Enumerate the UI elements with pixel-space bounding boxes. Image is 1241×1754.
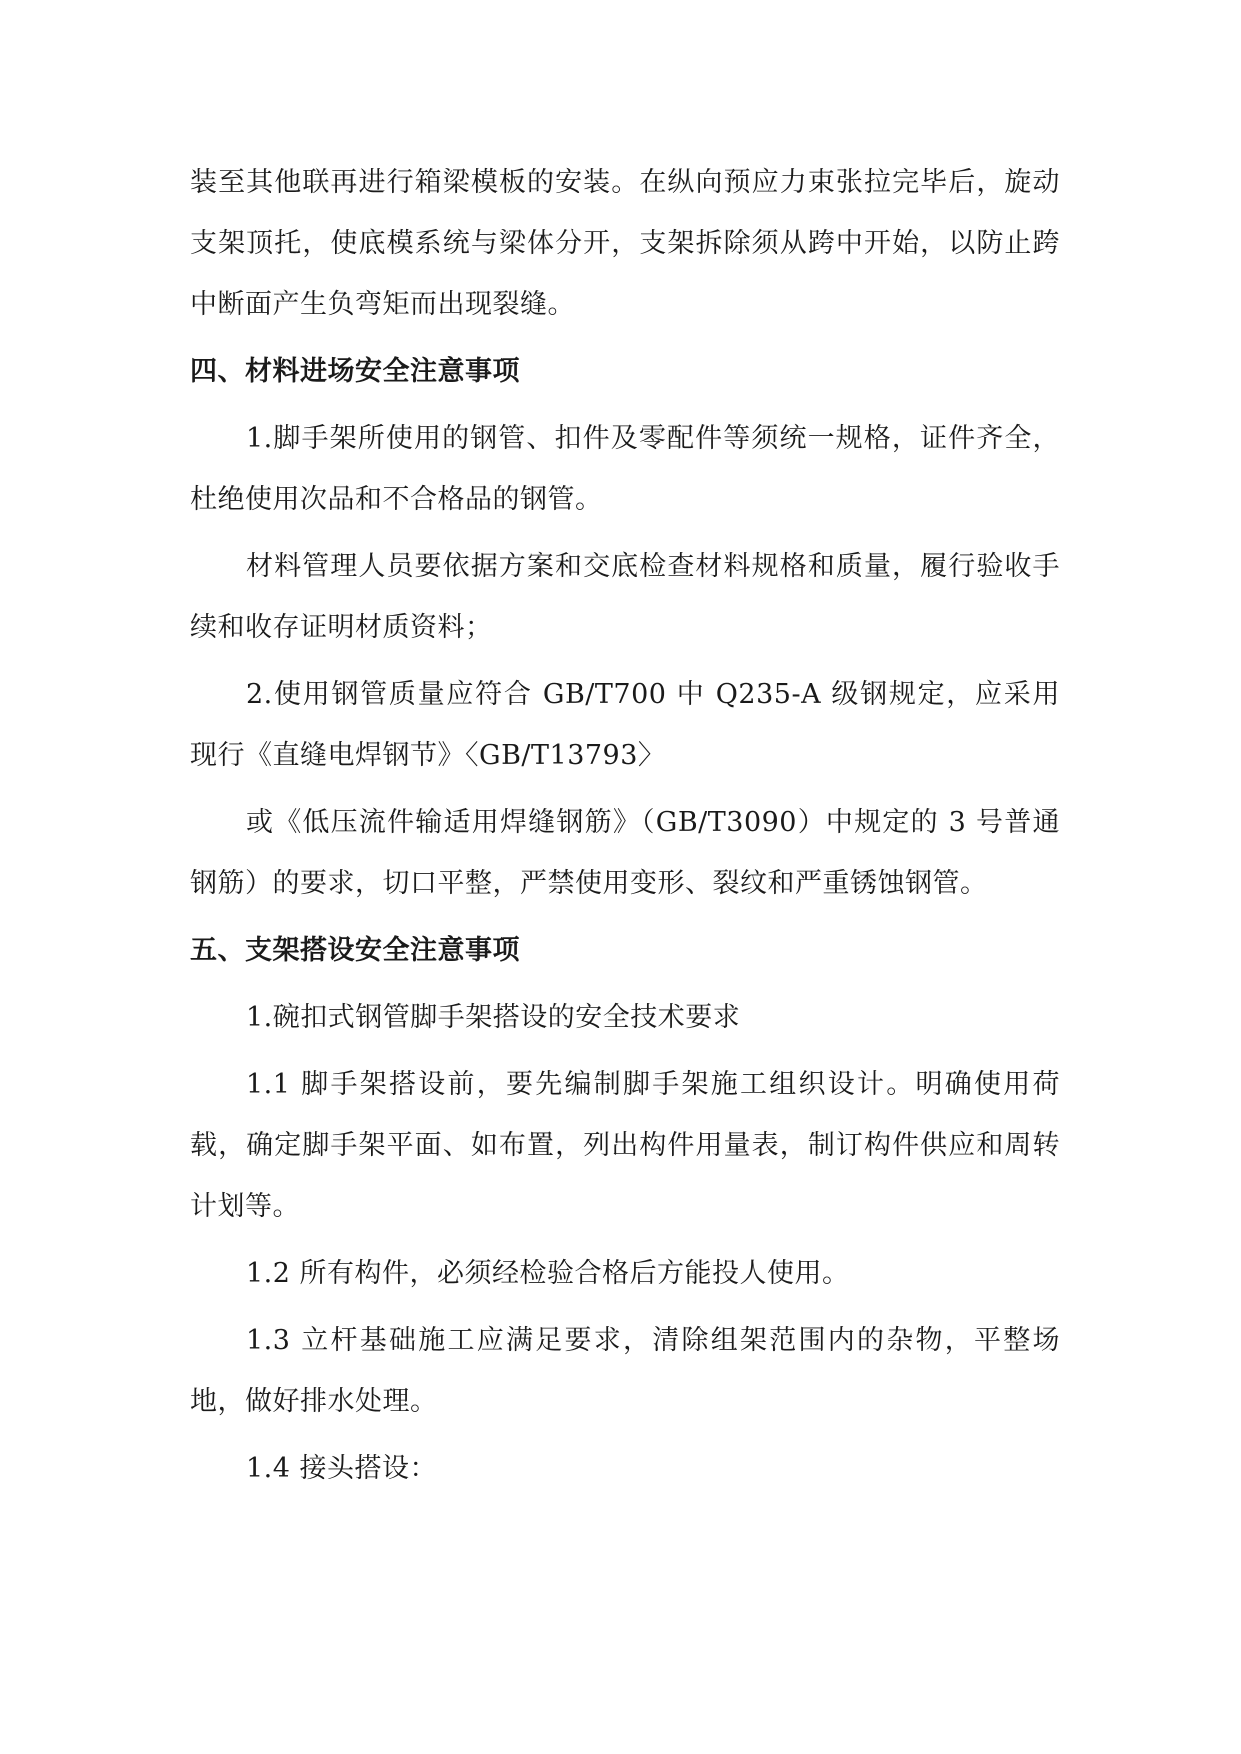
paragraph-scaffold-1-2: 1.2 所有构件，必须经检验合格后方能投人使用。	[246, 1258, 850, 1289]
paragraph-materials-2-cont: 或《低压流件输适用焊缝钢筋》（GB/T3090）中规定的 3 号普通钢筋）的要求，切口平整，严禁使用变形、裂纹和严重锈蚀钢管。	[190, 807, 1060, 899]
section-heading-materials: 四、材料进场安全注意事项	[190, 356, 520, 387]
paragraph-continuation: 装至其他联再进行箱梁模板的安装。在纵向预应力束张拉完毕后，旋动支架顶托，使底模系统与梁体分开，支架拆除须从跨中开始，以防止跨中断面产生负弯矩而出现裂缝。	[190, 167, 1060, 320]
paragraph-scaffold-1: 1.碗扣式钢管脚手架搭设的安全技术要求	[246, 1002, 741, 1033]
section-heading-scaffold: 五、支架搭设安全注意事项	[190, 935, 520, 966]
paragraph-materials-manager: 材料管理人员要依据方案和交底检查材料规格和质量，履行验收手续和收存证明材质资料；	[190, 551, 1060, 643]
paragraph-scaffold-1-1: 1.1 脚手架搭设前，要先编制脚手架施工组织设计。明确使用荷载，确定脚手架平面、如布置，列出构件用量表，制订构件供应和周转计划等。	[190, 1069, 1060, 1222]
document-body	[190, 152, 1060, 1505]
paragraph-scaffold-1-3: 1.3 立杆基础施工应满足要求，清除组架范围内的杂物，平整场地，做好排水处理。	[190, 1325, 1060, 1417]
paragraph-scaffold-1-4: 1.4 接头搭设：	[246, 1453, 438, 1484]
paragraph-materials-2: 2.使用钢管质量应符合 GB/T700 中 Q235-A 级钢规定，应采用现行《直缝电焊钢节》〈GB/T13793〉	[190, 679, 1060, 771]
paragraph-materials-1: 1.脚手架所使用的钢管、扣件及零配件等须统一规格，证件齐全，杜绝使用次品和不合格品的钢管。	[190, 423, 1060, 515]
